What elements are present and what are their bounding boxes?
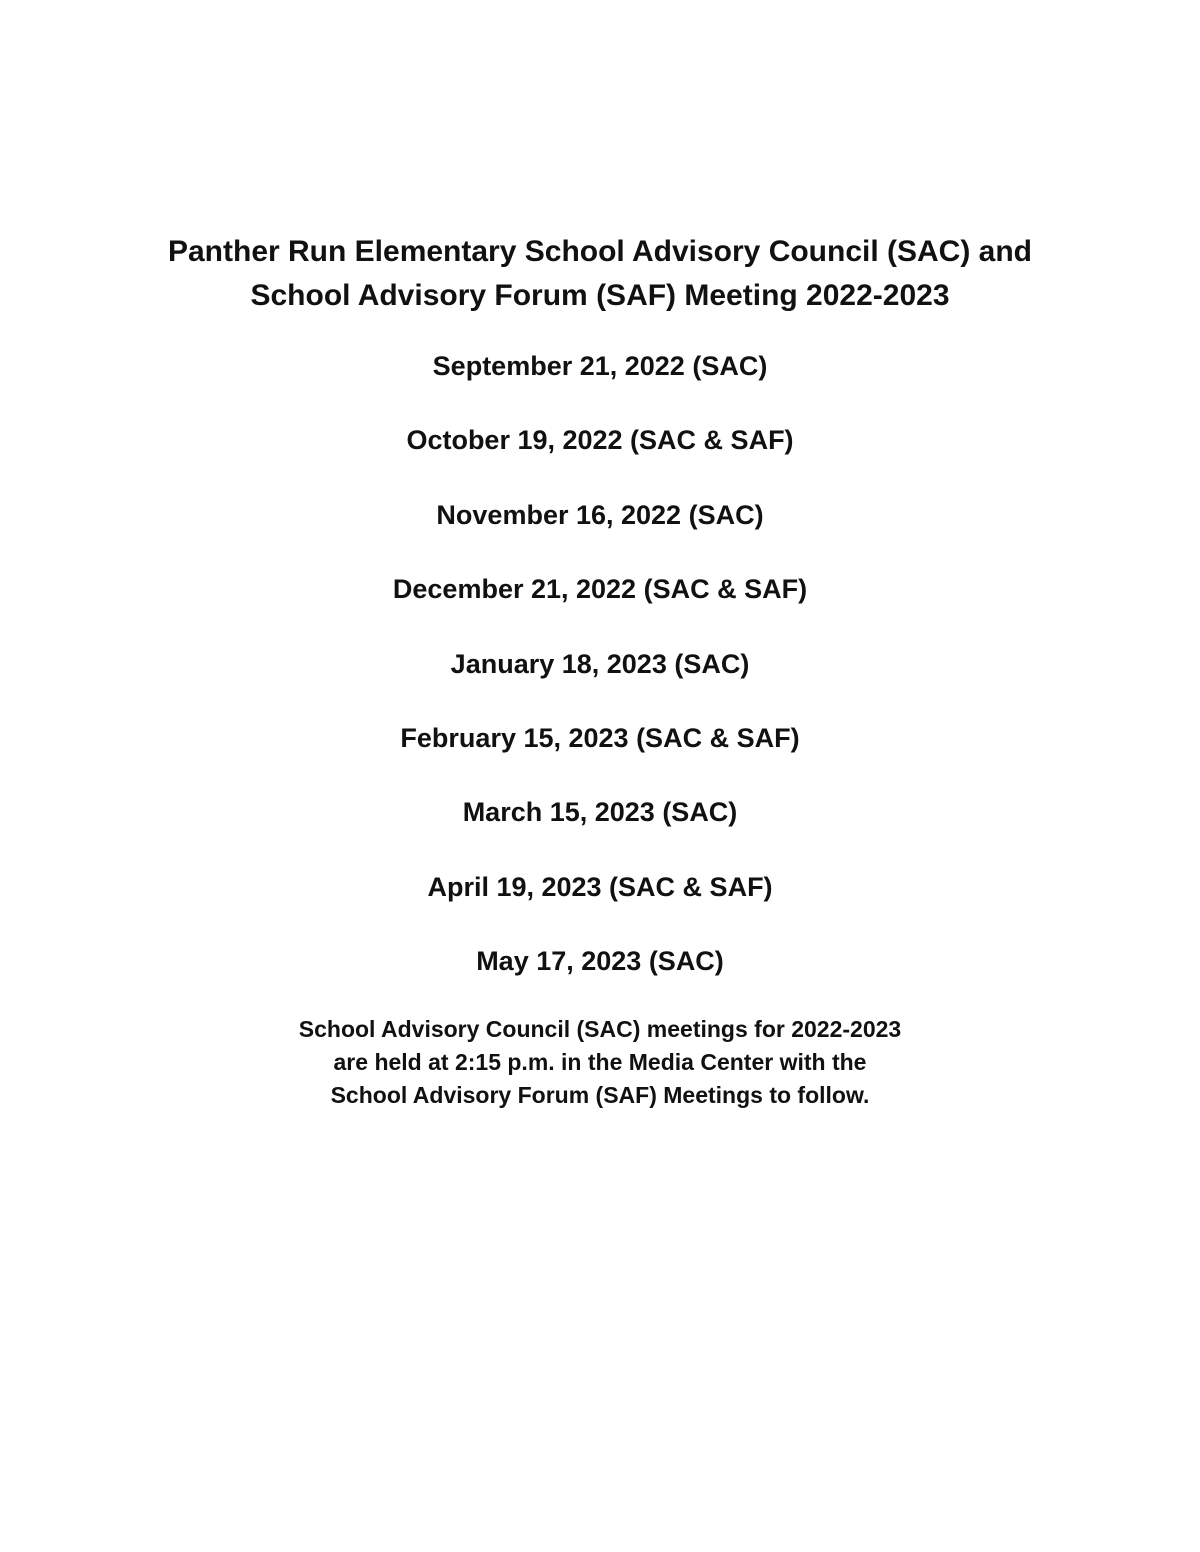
note-line-1: School Advisory Council (SAC) meetings for 2022-2023 (298, 1016, 902, 1042)
title-line-2: School Advisory Forum (SAF) Meeting 2022-2023 (250, 279, 950, 312)
title-line-1: Panther Run Elementary School Advisory Council (SAC) and (167, 235, 1033, 268)
meeting-date-item: September 21, 2022 (SAC) (432, 351, 768, 381)
meeting-date-item: December 21, 2022 (SAC & SAF) (392, 574, 808, 605)
meeting-date-list (0, 345, 1200, 1015)
meeting-date-item: January 18, 2023 (SAC) (450, 648, 750, 679)
meeting-date-item: May 17, 2023 (SAC) (476, 946, 724, 977)
meeting-date-item: November 16, 2022 (SAC) (436, 499, 764, 530)
meeting-date-item: April 19, 2023 (SAC & SAF) (427, 871, 773, 902)
meeting-date-item: October 19, 2022 (SAC & SAF) (406, 425, 794, 456)
note-line-2: are held at 2:15 p.m. in the Media Center with the (333, 1049, 867, 1075)
page-title (0, 230, 1200, 318)
meeting-info-note (0, 1013, 1200, 1112)
meeting-date-item: March 15, 2023 (SAC) (462, 797, 738, 828)
meeting-date-item: February 15, 2023 (SAC & SAF) (400, 722, 800, 753)
note-line-3: School Advisory Forum (SAF) Meetings to follow. (330, 1082, 870, 1108)
